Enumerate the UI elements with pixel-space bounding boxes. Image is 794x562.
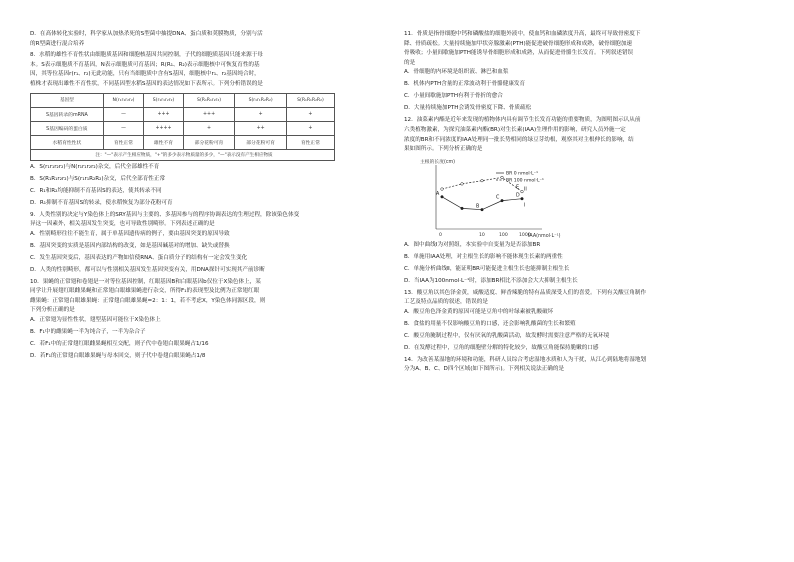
table-row bbox=[31, 107, 335, 121]
q10-option-c: C．若F₁中的正常翅红眼雌果蝇相互交配，则子代中卷翅白眼果蝇占1/16 bbox=[30, 340, 209, 347]
data-point bbox=[521, 190, 524, 193]
x-tick-label: 100 bbox=[499, 232, 508, 238]
q9-option-b: B．基因突变的实质是基因内部结构的改变，如是基因碱基对的增加、缺失或替换 bbox=[30, 242, 230, 249]
q13-option-c: C．酸豆角腌制过程中，仅有厌氧的乳酸菌活动，故发酵时需要注意严格的无氧环境 bbox=[404, 332, 610, 339]
table-cell: + bbox=[286, 107, 334, 121]
q12-option-a: A．图中曲线Ⅰ为对照组，本实验中自变量为是否添加BR bbox=[404, 241, 541, 248]
left-column bbox=[30, 30, 390, 364]
q8-stem-line: 因，其等位基因r(r₁、r₂)无此功能，只有当细胞质中含有S基因，细胞核中r₁、r₂基因纯合时， bbox=[30, 71, 260, 78]
data-point bbox=[441, 195, 444, 198]
point-label: B bbox=[476, 204, 480, 210]
legend-label: BR 100 nmol·L⁻¹ bbox=[506, 178, 544, 184]
q11-stem-line: 的是 bbox=[404, 59, 416, 66]
q12-option-c: C．单施分析曲线Ⅱ，能证明BR可能促进主根生长也能抑制主根生长 bbox=[404, 265, 570, 272]
table-cell: ++++ bbox=[144, 121, 184, 135]
data-point bbox=[521, 197, 524, 200]
table-header-cell: 基因型 bbox=[31, 93, 104, 107]
table-header-cell: S(r₁r₁R₂R₂) bbox=[235, 93, 287, 107]
q8-option-b: B．S(R₁R₁r₂r₂)与S(r₁r₁R₂R₂)杂交，后代全部育性正常 bbox=[30, 175, 166, 182]
q11-option-a: A．骨细胞的内环境是组织液、淋巴和血浆 bbox=[404, 69, 509, 76]
table-note-row bbox=[31, 149, 335, 160]
data-point bbox=[501, 176, 504, 179]
root-length-chart bbox=[414, 157, 584, 239]
table-note: 注："—"表示产生相应物质，"+"的多少表示物质量的多少，"—"表示没有产生相应物质 bbox=[31, 149, 335, 160]
q9-stem-line: 异这一因素外，相关基因发生突变，也可导致性别畸形。下列表述正确的是 bbox=[30, 221, 215, 228]
data-point bbox=[461, 207, 464, 210]
row-label: 水稻育性性状 bbox=[31, 135, 104, 149]
q8-option-a: A．S(r₁r₁r₂r₂)与N(r₁r₁r₂r₂)杂交，后代全部雄性不育 bbox=[30, 163, 160, 170]
q12-option-b: B．单施用IAA处理，对主根生长的影响不能体现生长素的两重性 bbox=[404, 253, 563, 260]
table-cell: +++ bbox=[144, 107, 184, 121]
table-header-cell: S(R₁R₁r₂r₂) bbox=[183, 93, 235, 107]
data-point bbox=[441, 187, 444, 190]
q8-option-c: C．R₁和R₂均能抑制不育基因S的表达，使其转录不同 bbox=[30, 187, 162, 194]
data-point bbox=[481, 179, 484, 182]
row-label: S基因编码的蛋白质 bbox=[31, 121, 104, 135]
table-header-row bbox=[31, 93, 335, 107]
q8-stem-line: 植株才表现出雄性不育性状，不同基因型水稻S基因的表达情况如下表所示。下列分析错误的是 bbox=[30, 80, 263, 87]
point-label: A bbox=[436, 191, 440, 197]
table-cell: +++ bbox=[183, 107, 235, 121]
q14-stem-line: 分为A、B、C、D四个区域(如下图所示)。下列相关说法正确的是 bbox=[404, 366, 565, 373]
table-cell: 部分花粉可育 bbox=[183, 135, 235, 149]
q13-stem-line: 13．酸豆角以其色泽金黄，咸酸适度、鲜香辣脆的特有品质深受人们的喜爱。下列有关酸豆角制作 bbox=[404, 289, 647, 296]
q11-stem-line: 降、骨质疏松。大量持续施加甲状旁腺激素(PTH)能促进破骨细胞形成和成熟，破骨细胞加速 bbox=[404, 40, 632, 47]
q11-stem-line: 骨吸收；小量间歇施加PTH能诱导骨细胞形成和成熟，从而促进骨骼生长发育。下列叙述错误 bbox=[404, 50, 634, 57]
q10-stem-line: 下列分析正确的是 bbox=[30, 307, 75, 314]
q13-stem-line: 工艺及特点品质的叙述，错误的是 bbox=[404, 299, 488, 306]
table-cell: — bbox=[103, 121, 143, 135]
q12-stem-line: 六类植物激素，为探究油菜素内酯(BR)对生长素(IAA)生理作用的影响，研究人员外施一定 bbox=[404, 126, 626, 133]
table-cell: + bbox=[235, 107, 287, 121]
q7-option-d-line2: 的R型菌进行混合培养 bbox=[30, 40, 85, 47]
q9-option-d: D．人类的性别畸形，都可以与性别相关基因发生基因突变有关，用DNA探针可实现其产前诊断 bbox=[30, 266, 265, 273]
table-cell: + bbox=[183, 121, 235, 135]
gene-expression-table bbox=[30, 93, 335, 161]
q10-option-b: B．F₁中的雌果蝇一半为纯合子，一半为杂合子 bbox=[30, 328, 146, 335]
q9-option-a: A．性别畸形往往不能生育，属于单基因遗传病的例子，要由基因突变的原因导致 bbox=[30, 230, 230, 237]
table-cell: 育性正常 bbox=[103, 135, 143, 149]
q11-option-b: B．机体内PTH含量的正常波动利于骨骼健康发育 bbox=[404, 81, 526, 88]
x-tick-label: 1000 bbox=[519, 232, 531, 238]
q9-option-c: C．发生基因突变后，基因表达的产物如信使RNA、蛋白质分子的结构有一定会发生变化 bbox=[30, 254, 248, 261]
right-column bbox=[404, 30, 764, 375]
q7-option-d-line1: D．在高体转化实验时，科学家从加热杀死的S型菌中抽提DNA、蛋白质和荚膜物质，分别与活 bbox=[30, 31, 263, 37]
table-header-cell: S(R₁R₁R₂R₂) bbox=[286, 93, 334, 107]
legend-label: BR 0 nmol·L⁻¹ bbox=[506, 171, 538, 177]
q11-option-d: D．大量持续施加PTH会诱发骨密度下降、骨质疏松 bbox=[404, 105, 532, 112]
q14-stem-line: 14．为改善某湿地的环境和功能，科研人员综合考虑湿地水质和人为干扰，从江心到陆地将湿地划 bbox=[404, 356, 647, 363]
table-row bbox=[31, 121, 335, 135]
table-cell: 雄性不育 bbox=[144, 135, 184, 149]
table-cell: 育性正常 bbox=[286, 135, 334, 149]
q13-option-a: A．酸豆角色泽金黄的原因可能是豆角中的叶绿素被乳酸破坏 bbox=[404, 308, 554, 315]
table-row bbox=[31, 135, 335, 149]
q10-stem-line: 同学让升展翅红眼雌果蝇和正常翅白眼雄果蝇进行杂交，所得F₁的表现型及比例为正常翅红眼 bbox=[30, 288, 260, 295]
point-label: E bbox=[516, 185, 520, 191]
x-tick-label: 10 bbox=[479, 232, 485, 238]
x-tick-label: 0 bbox=[439, 232, 442, 238]
q11-stem-line: 11．骨质是指骨细胞中钙和磷酸盐的细胞外液中，使血钙和血磷浓度升高，最终可导致骨密度下 bbox=[404, 31, 641, 37]
y-axis-label: 主根的长度(cm) bbox=[420, 159, 456, 165]
table-header-cell: N(r₁r₁r₂r₂) bbox=[103, 93, 143, 107]
q8-option-d: D．R₁抑制不育基因S的转录，使水稻恢复为部分花粉可育 bbox=[30, 199, 173, 206]
q8-stem-line: 本。S表示细胞质不育基因，N表示细胞质可育基因；R(R₁、R₂)表示细胞核中可恢复育性的基 bbox=[30, 61, 260, 68]
table-cell: + bbox=[286, 121, 334, 135]
series-label-ii: II bbox=[524, 187, 527, 193]
q12-stem-line: 果如图所示。下列分析正确的是 bbox=[404, 146, 483, 153]
q8-stem-line: 8．水稻的雄性不育性状由细胞质基因和细胞核基因共同控制，子代的细胞质基因只能来源于母 bbox=[30, 52, 263, 59]
q12-option-d: D．当IAA为100nmol·L⁻¹时，添加BR相比不添加会大大抑制主根生长 bbox=[404, 277, 578, 284]
point-label: C bbox=[496, 195, 500, 201]
q13-option-d: D．在发酵过程中，豆角的细胞壁分解的特化较少，故酸豆角能保持脆嫩的口感 bbox=[404, 344, 599, 351]
series-line bbox=[442, 196, 522, 209]
point-label: D bbox=[516, 193, 520, 199]
q11-option-c: C．小量间歇施加PTH有利于骨折的愈合 bbox=[404, 93, 503, 100]
x-axis-label: IAA(nmol·L⁻¹) bbox=[528, 233, 561, 239]
series-label-i: I bbox=[524, 203, 526, 209]
q10-stem-line: 雌果蝇：正常翅白眼雄果蝇：正常翅白眼雄果蝇=2：1：1，若不考虑X，Y染色体同源区段，则 bbox=[30, 297, 266, 304]
q9-stem-line: 9．人类性别的决定与Y染色体上的SRY基因与主要的、多基因参与的程序协调表达的生理过程，除该染色体变 bbox=[30, 211, 300, 218]
q10-option-d: D．若F₁的正常翅白眼雄果蝇与母本回交，则子代中卷翅白眼果蝇占1/8 bbox=[30, 352, 206, 359]
q12-stem-line: 浓度的BR和不同浓度的IAA处理同一批长势相同的绿豆芽幼根，观察其对主根伸长的影响，结 bbox=[404, 136, 634, 143]
row-label: S基因转录的mRNA bbox=[31, 107, 104, 121]
data-point bbox=[501, 199, 504, 202]
q10-stem-line: 10．果蝇的正常翅和卷翅是一对等位基因控制，红眼基因B和白眼基因b仅位于X染色体上，某 bbox=[30, 278, 261, 285]
chart-svg bbox=[414, 157, 584, 239]
table-cell: ++ bbox=[235, 121, 287, 135]
table-cell: — bbox=[103, 107, 143, 121]
table-cell: 部分花粉可育 bbox=[235, 135, 287, 149]
data-point bbox=[481, 208, 484, 211]
q12-stem-line: 12．油菜素内酯是近年来发现的植物体内具有调节生长发育功能的重要物质，为图明图示认从前 bbox=[404, 117, 641, 124]
data-point bbox=[461, 182, 464, 185]
table-header-cell: S(r₁r₁r₂r₂) bbox=[144, 93, 184, 107]
q10-option-a: A．正常翅为显性性状，翅型基因可能位于X染色体上 bbox=[30, 317, 161, 323]
q13-option-b: B．食盐的用量不仅影响酸豆角的口感，还会影响乳酸菌的生长和繁殖 bbox=[404, 320, 576, 327]
